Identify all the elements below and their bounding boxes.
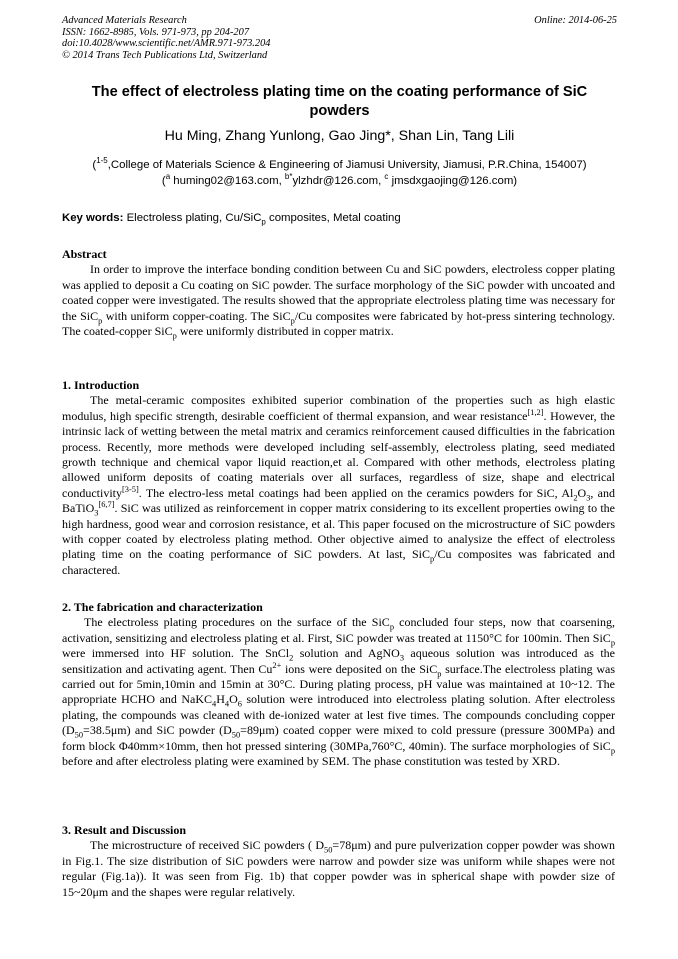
intro-t5: , and BaTiO [62,485,616,516]
results-text [62,838,615,900]
res-s1: 50 [324,845,333,855]
citation: [3-5] [122,484,139,494]
intro-t2: . However, the intrinsic lack of wetting between the metal matrix and ceramics reinforcement caused difficulties in the fabrication process. Recently, more methods were developed including self-assembly, electroless plating, seed mediated growth technique and chemical vapor liquid reaction,et al. Compared with other methods, electroless plating allowed uniform deposits of coating materials over all surfaces, regardless of size, shape and electrical conductivity [62,408,615,500]
paper-title: The effect of electroless plating time on the coating performance of SiC powders [91,84,588,119]
fab-s11: p [610,746,615,756]
fab-t5: aqueous solution was introduced as the sensitization and activating agent. Then Cu [62,646,615,676]
abstract-section [62,247,615,339]
results-section [62,823,615,900]
abstract-s1: p [98,316,103,326]
fab-p1: 2+ [272,660,282,670]
affiliation-text: ,College of Materials Science & Engineering of Jiamusi University, Jiamusi, P.R.China, 154007) [107,159,587,171]
fab-t10: solution were introduced into electroless plating solution. After electroless plating, the compounds was cleaned with de-ionized water at lest five times. The compounds concluding copper (D [62,692,615,738]
keywords [62,211,617,226]
journal-header [62,15,617,61]
journal-issn: ISSN: 1662-8985, Vols. 971-973, pp 204-207 [62,26,250,38]
fab-t9: O [229,692,238,707]
keywords-text-2: composites, Metal coating [265,212,401,224]
citation: [6,7] [98,500,115,510]
fab-t2: concluded four steps, now that coarsening, activation, sensitizing and electroless plating et al. First, SiC powder was treated at 1150°C for 100min. Then SiC [62,615,615,645]
intro-t6: . SiC was utilized as reinforcement in copper matrix considering to its excellent properties owing to the high hardness, good wear and corrosion resistance, et al. This paper focused on the microstructure of SiC powders with copper coated by electroless plating method. Other objective aimed to analysize the effect of electroless plating time on the coating performance of SiC powders. At last, SiC [62,501,615,562]
affiliation-block [62,157,617,189]
fabrication-section [62,600,615,769]
fab-t1: The electroless plating procedures on the surface of the SiC [84,615,390,630]
email-a-sup: a [165,172,171,182]
intro-s1: 2 [573,493,578,503]
online-date: Online: 2014-06-25 [534,15,617,26]
results-heading: 3. Result and Discussion [62,823,187,837]
introduction-section [62,378,615,578]
abstract-t2: with uniform copper-coating. The SiC [102,308,291,323]
journal-copyright: © 2014 Trans Tech Publications Ltd, Switzerland [62,49,268,61]
intro-s3: 3 [94,508,99,518]
abstract-text [62,262,615,339]
intro-t4: O [577,485,587,500]
fab-s7: 4 [224,699,230,709]
intro-s2: 3 [586,493,591,503]
journal-doi: doi:10.4028/www.scientific.net/AMR.971-973.204 [62,38,271,50]
citation: [1,2] [527,407,544,417]
email-b: ylzhdr@126.com, [292,175,385,187]
journal-name: Advanced Materials Research [62,15,187,26]
abstract-t3: /Cu composites were fabricated by hot-press sintering technology. The coated-copper SiC [62,308,616,339]
keywords-label: Key words: [62,212,124,224]
fab-s5: p [437,669,442,679]
res-t1: The microstructure of received SiC powders ( D [90,838,325,853]
keywords-sub: p [261,217,266,227]
abstract-t4: were uniformly distributed in copper matrix. [176,324,394,339]
abstract-heading: Abstract [62,247,107,261]
introduction-heading: 1. Introduction [62,378,140,392]
author-list: Hu Ming, Zhang Yunlong, Gao Jing*, Shan Lin, Tang Lili [164,128,515,144]
fab-t7: surface.The electroless plating was carried out for 5min,10min and 15min at 30°C. During plating process, pH value was maintained at 10~12. The appropriate HCHO and NaKC [62,661,616,707]
fab-s1: p [389,622,394,632]
email-b-sup: b* [284,172,293,182]
fab-s10: 50 [231,730,241,740]
fab-s8: 6 [237,699,242,709]
intro-t3: . The electro-less metal coatings had been applied on the ceramics powders for SiC, Al [138,485,574,500]
email-c-sup: c [384,172,389,182]
introduction-text [62,393,615,578]
keywords-text: Electroless plating, Cu/SiC [123,212,262,224]
fab-s2: p [610,638,615,648]
abstract-t1: In order to improve the interface bonding condition between Cu and SiC powders, electroless copper plating was applied to deposit a Cu coating on SiC powder. The surface morphology of the SiC powder with uncoated and coated copper were investigated. The results showed that the appropriate electroless plating time was necessary for the SiC [62,262,615,323]
fab-t11: =38.5μm) and SiC powder (D [83,723,232,738]
fab-s3: 2 [289,653,294,663]
author-emails: ($^a$ huming02@163.com, $^{b*}$ylzhdr@126.com, $^c$ jmsdxgaojing@126.com) [161,172,518,187]
fabrication-heading: 2. The fabrication and characterization [62,600,263,614]
fab-t13: before and after electroless plating were examined by SEM. The phase constitution was tested by XRD. [62,754,560,769]
fab-t12: =89μm) coated copper were mixed to cold pressure (pressure 300MPa) and form block Φ40mm×10mm, then hot pressed sintering (30MPa,760°C, 40min). The surface morphologies of SiC [62,723,615,753]
res-t2: =78μm) and pure pulverization copper powder was shown in Fig.1. The size distribution of SiC powders were narrow and powder size was uniform while shapes were not regular (Fig.1a)). It was seen from Fig. 1b) that copper powder was in spherical shape with powder size of 15~20μm and the shapes were regular relatively. [62,838,616,899]
fab-t8: H [216,692,225,707]
affiliation-sup: 1-5 [96,156,108,166]
intro-t1: The metal-ceramic composites exhibited superior combination of the properties such as high elastic modulus, high specific strength, desirable coefficient of thermal expansion, and wear resistance [62,393,615,423]
intro-s4: p [430,554,435,564]
abstract-s3: p [172,331,177,341]
fab-s4: 3 [399,653,405,663]
email-a: huming02@163.com, [170,175,285,187]
fab-t4: solution and AgNO [293,646,400,661]
fab-t6: ions were deposited on the SiC [281,661,438,676]
abstract-s2: p [290,316,295,326]
affiliation: ($^{1-5}$,College of Materials Science & Engineering of Jiamusi University, Jiamusi, P.R.China, 154007) [92,156,587,171]
fabrication-text [62,615,615,769]
fab-s9: 50 [74,730,84,740]
fab-t3: were immersed into HF solution. The SnCl [62,646,290,661]
intro-t7: /Cu composites was fabricated and charactered. [62,547,615,577]
fab-s6: 4 [212,699,217,709]
email-c: jmsdxgaojing@126.com) [388,175,518,187]
